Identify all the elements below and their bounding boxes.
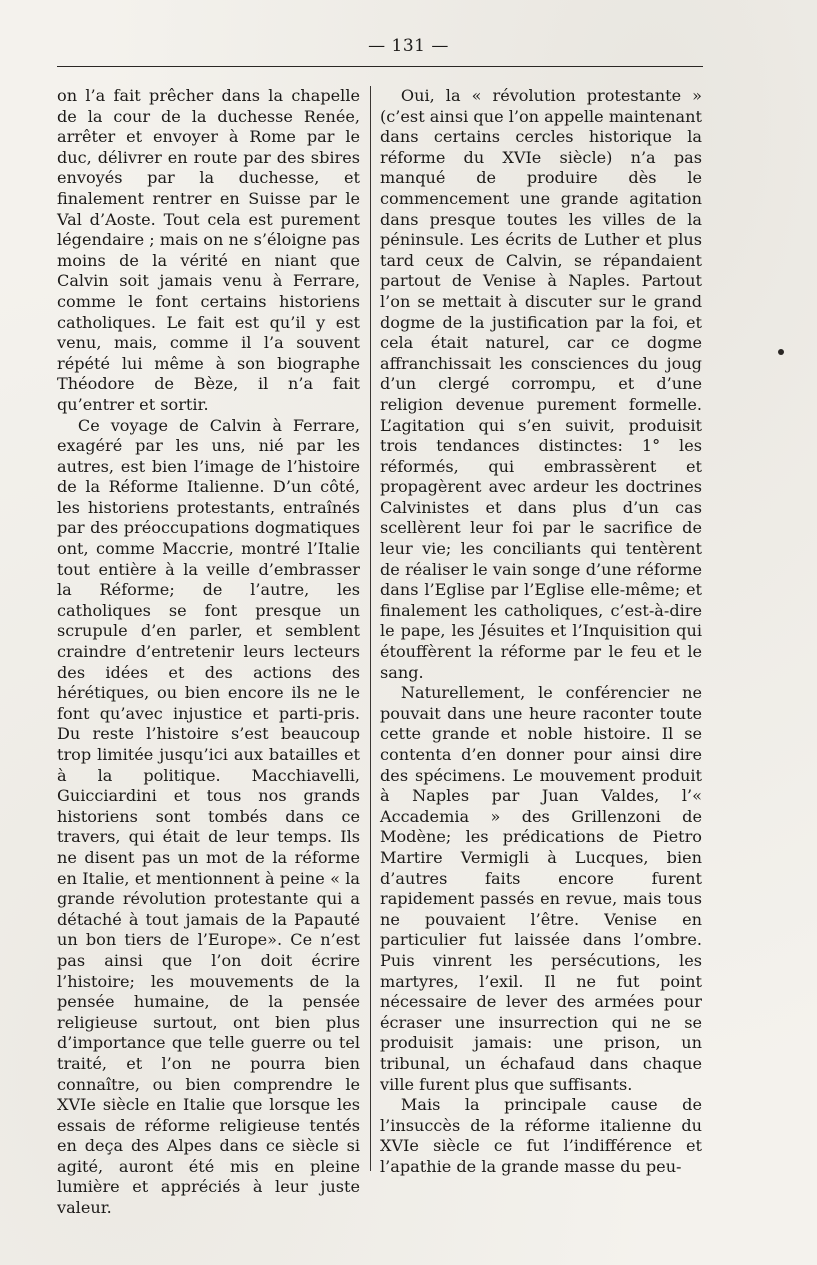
right-paragraph-2: Naturellement, le conférencier ne pouvait dans une heure raconter toute cette grande et noble histoire. Il se contenta d’en donner pour ainsi dire des spécimens. Le mouvement produit à Naples par Juan Valdes, l’« Accademia » des Grillenzoni de Modène; les prédications de Pietro Martire Vermigli à Lucques, bien d’autres faits encore furent rapidement passés en revue, mais tous ne pouvaient l’être. Venise en particulier fut laissée dans l’ombre. Puis vinrent les persécutions, les martyres, l’exil. Il ne fut point nécessaire de lever des armées pour écraser une insurrection qui ne se produisit jamais: une prison, un tribunal, un échafaud dans chaque ville furent plus que suffisants. xyxy=(380,683,702,1094)
column-divider xyxy=(370,86,371,1171)
right-column xyxy=(380,86,702,1176)
right-paragraph-3: Mais la principale cause de l’insuccès de la réforme italienne du XVIe siècle ce fut l’indifférence et l’apathie de la grande masse du peu- xyxy=(380,1095,702,1176)
left-paragraph-1: on l’a fait prêcher dans la chapelle de la cour de la duchesse Renée, arrêter et envoyer à Rome par le duc, délivrer en route par des sbires envoyés par la duchesse, et finalement rentrer en Suisse par le Val d’Aoste. Tout cela est purement légendaire ; mais on ne s’éloigne pas moins de la vérité en niant que Calvin soit jamais venu à Ferrare, comme le font certains historiens catholiques. Le fait est qu’il y est venu, mais, comme il l’a souvent répété lui même à son biographe Théodore de Bèze, il n’a fait qu’entrer et sortir. xyxy=(57,86,360,414)
ink-speck xyxy=(778,349,784,355)
right-paragraph-1: Oui, la « révolution protestante » (c’est ainsi que l’on appelle maintenant dans certains cercles historique la réforme du XVIe siècle) n’a pas manqué de produire dès le commencement une grande agitation dans presque toutes les villes de la péninsule. Les écrits de Luther et plus tard ceux de Calvin, se répandaient partout de Venise à Naples. Partout l’on se mettait à discuter sur le grand dogme de la justification par la foi, et cela était naturel, car ce dogme affranchissait les consciences du joug d’un clergé corrompu, et d’une religion devenue purement formelle. L’agitation qui s’en suivit, produisit trois tendances distinctes: 1° les réformés, qui embrassèrent et propagèrent avec ardeur les doctrines Calvinistes et dans plus d’un cas scellèrent leur foi par le sacrifice de leur vie; les conciliants qui tentèrent de réaliser le vain songe d’une réforme dans l’Eglise par l’Eglise elle-même; et finalement les catholiques, c’est-à-dire le pape, les Jésuites et l’Inquisition qui étouffèrent la réforme par le feu et le sang. xyxy=(380,86,702,682)
page-number: — 131 — xyxy=(368,36,449,56)
left-column xyxy=(57,86,360,1218)
header-rule xyxy=(57,66,703,67)
left-paragraph-2: Ce voyage de Calvin à Ferrare, exagéré par les uns, nié par les autres, est bien l’image de l’histoire de la Réforme Italienne. D’un côté, les historiens protestants, entraînés par des préoccupations dogmatiques ont, comme Maccrie, montré l’Italie tout entière à la veille d’embrasser la Réforme; de l’autre, les catholiques se font presque un scrupule d’en parler, et semblent craindre d’entretenir leurs lecteurs des idées et des actions des hérétiques, ou bien encore ils ne le font qu’avec injustice et parti-pris. Du reste l’histoire s’est beaucoup trop limitée jusqu’ici aux batailles et à la politique. Macchiavelli, Guicciardini et tous nos grands historiens sont tombés dans ce travers, qui était de leur temps. Ils ne disent pas un mot de la réforme en Italie, et mentionnent à peine « la grande révolution protestante qui a détaché à tout jamais de la Papauté un bon tiers de l’Europe». Ce n’est pas ainsi que l’on doit écrire l’histoire; les mouvements de la pensée humaine, de la pensée religieuse surtout, ont bien plus d’importance que telle guerre ou tel traité, et l’on ne pourra bien connaître, ou bien comprendre le XVIe siècle en Italie que lorsque les essais de réforme religieuse tentés en deça des Alpes dans ce siècle si agité, auront été mis en pleine lumière et appréciés à leur juste valeur. xyxy=(57,415,360,1218)
